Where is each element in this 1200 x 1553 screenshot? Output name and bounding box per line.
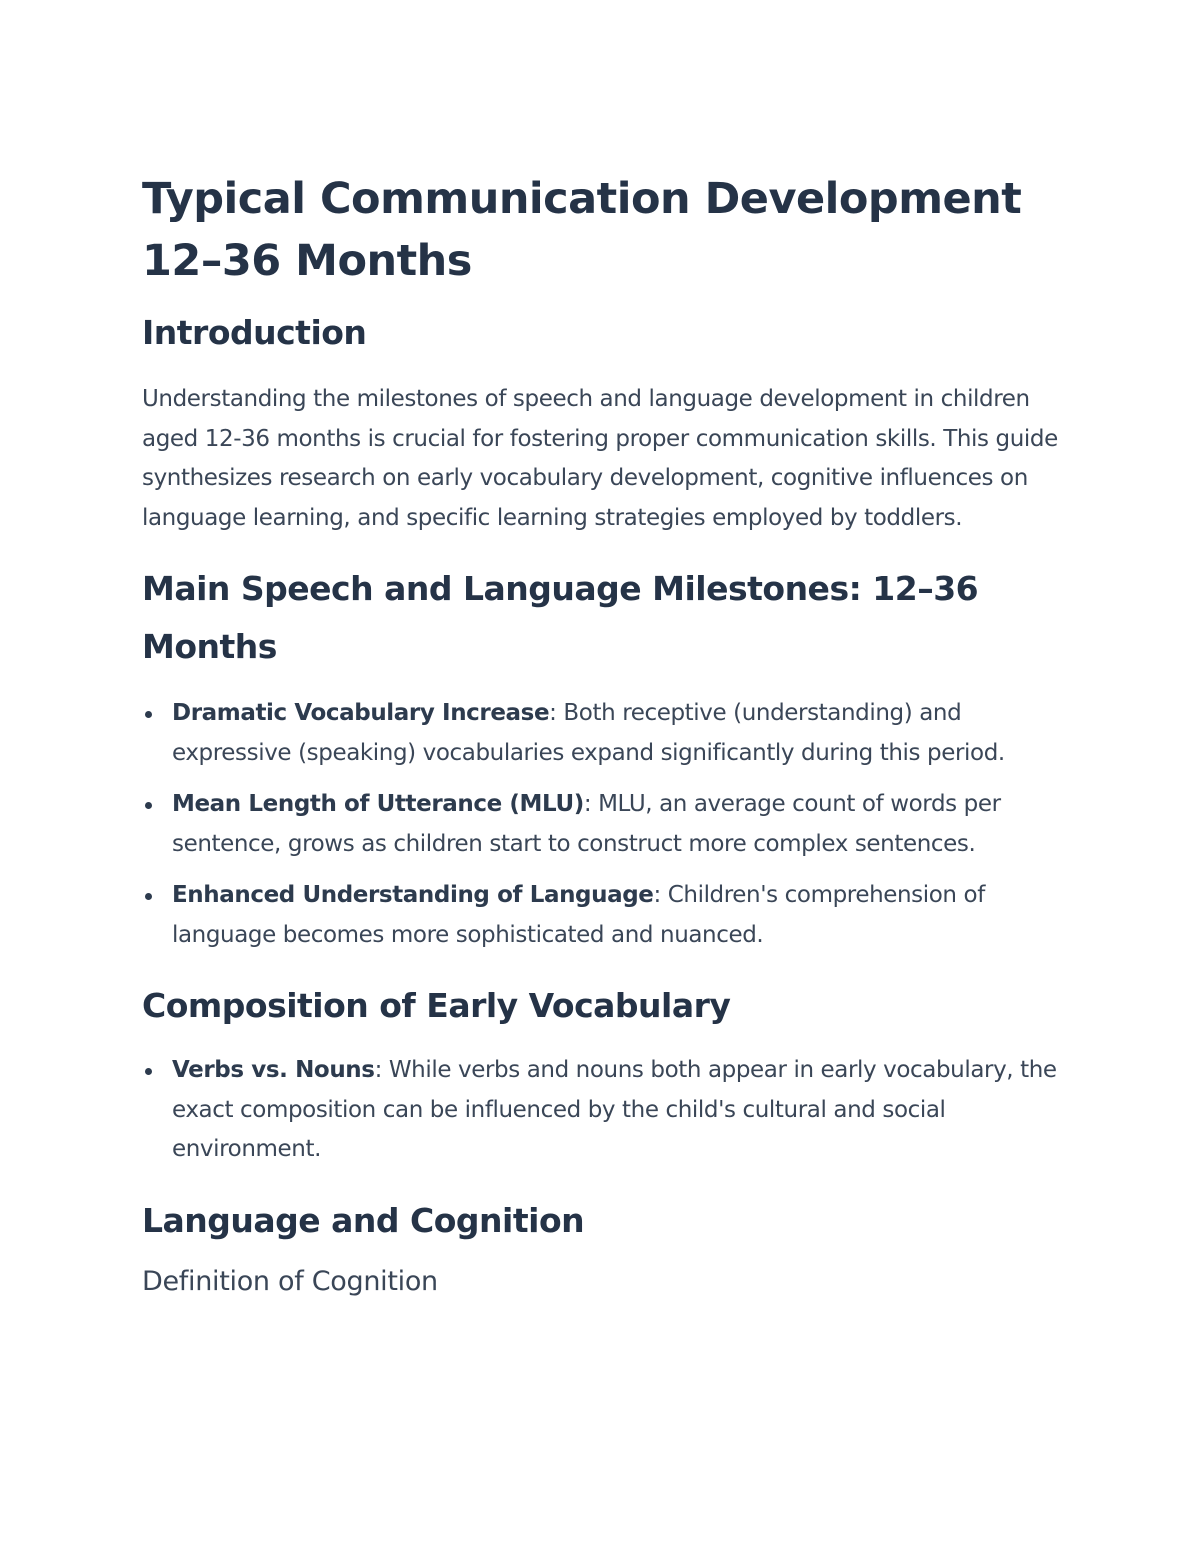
document-title: Typical Communication Development 12–36 Months [142,174,1022,286]
cognition-heading: Language and Cognition [142,1200,585,1240]
list-item-term: Verbs vs. Nouns [172,1057,375,1083]
bullet-icon [145,1068,152,1075]
introduction-heading: Introduction [142,313,367,352]
bullet-icon [145,802,152,809]
list-item-term: Dramatic Vocabulary Increase [172,700,550,726]
bullet-icon [145,711,152,718]
list-item [142,876,1072,955]
vocabulary-heading: Composition of Early Vocabulary [142,986,731,1025]
vocabulary-list [142,1051,1072,1170]
milestones-list [142,694,1072,955]
introduction-paragraph: Understanding the milestones of speech and language development in children aged 12-36 months is crucial for fostering proper communication skills. This guide synthesizes research on early vocabulary development, cognitive influences on language learning, and specific learning strategies employed by toddlers. [142,386,1058,531]
list-item-text: : MLU, an average count of words per sentence, grows as children start to construct more complex sentences. [172,791,1001,857]
list-item-text: : While verbs and nouns both appear in early vocabulary, the exact composition can be influenced by the child's cultural and social environment. [172,1057,1057,1162]
list-item [142,694,1072,773]
list-item-text: : Both receptive (understanding) and expressive (speaking) vocabularies expand significantly during this period. [172,700,1005,766]
list-item-term: Enhanced Understanding of Language [172,882,654,908]
document-page [142,168,1072,1302]
bullet-icon [145,893,152,900]
cognition-subheading: Definition of Cognition [142,1265,438,1297]
list-item-term: Mean Length of Utterance (MLU) [172,791,584,817]
list-item [142,1051,1072,1170]
list-item [142,785,1072,864]
milestones-heading: Main Speech and Language Milestones: 12–36 Months [142,569,979,666]
list-item-text: : Children's comprehension of language becomes more sophisticated and nuanced. [172,882,985,948]
